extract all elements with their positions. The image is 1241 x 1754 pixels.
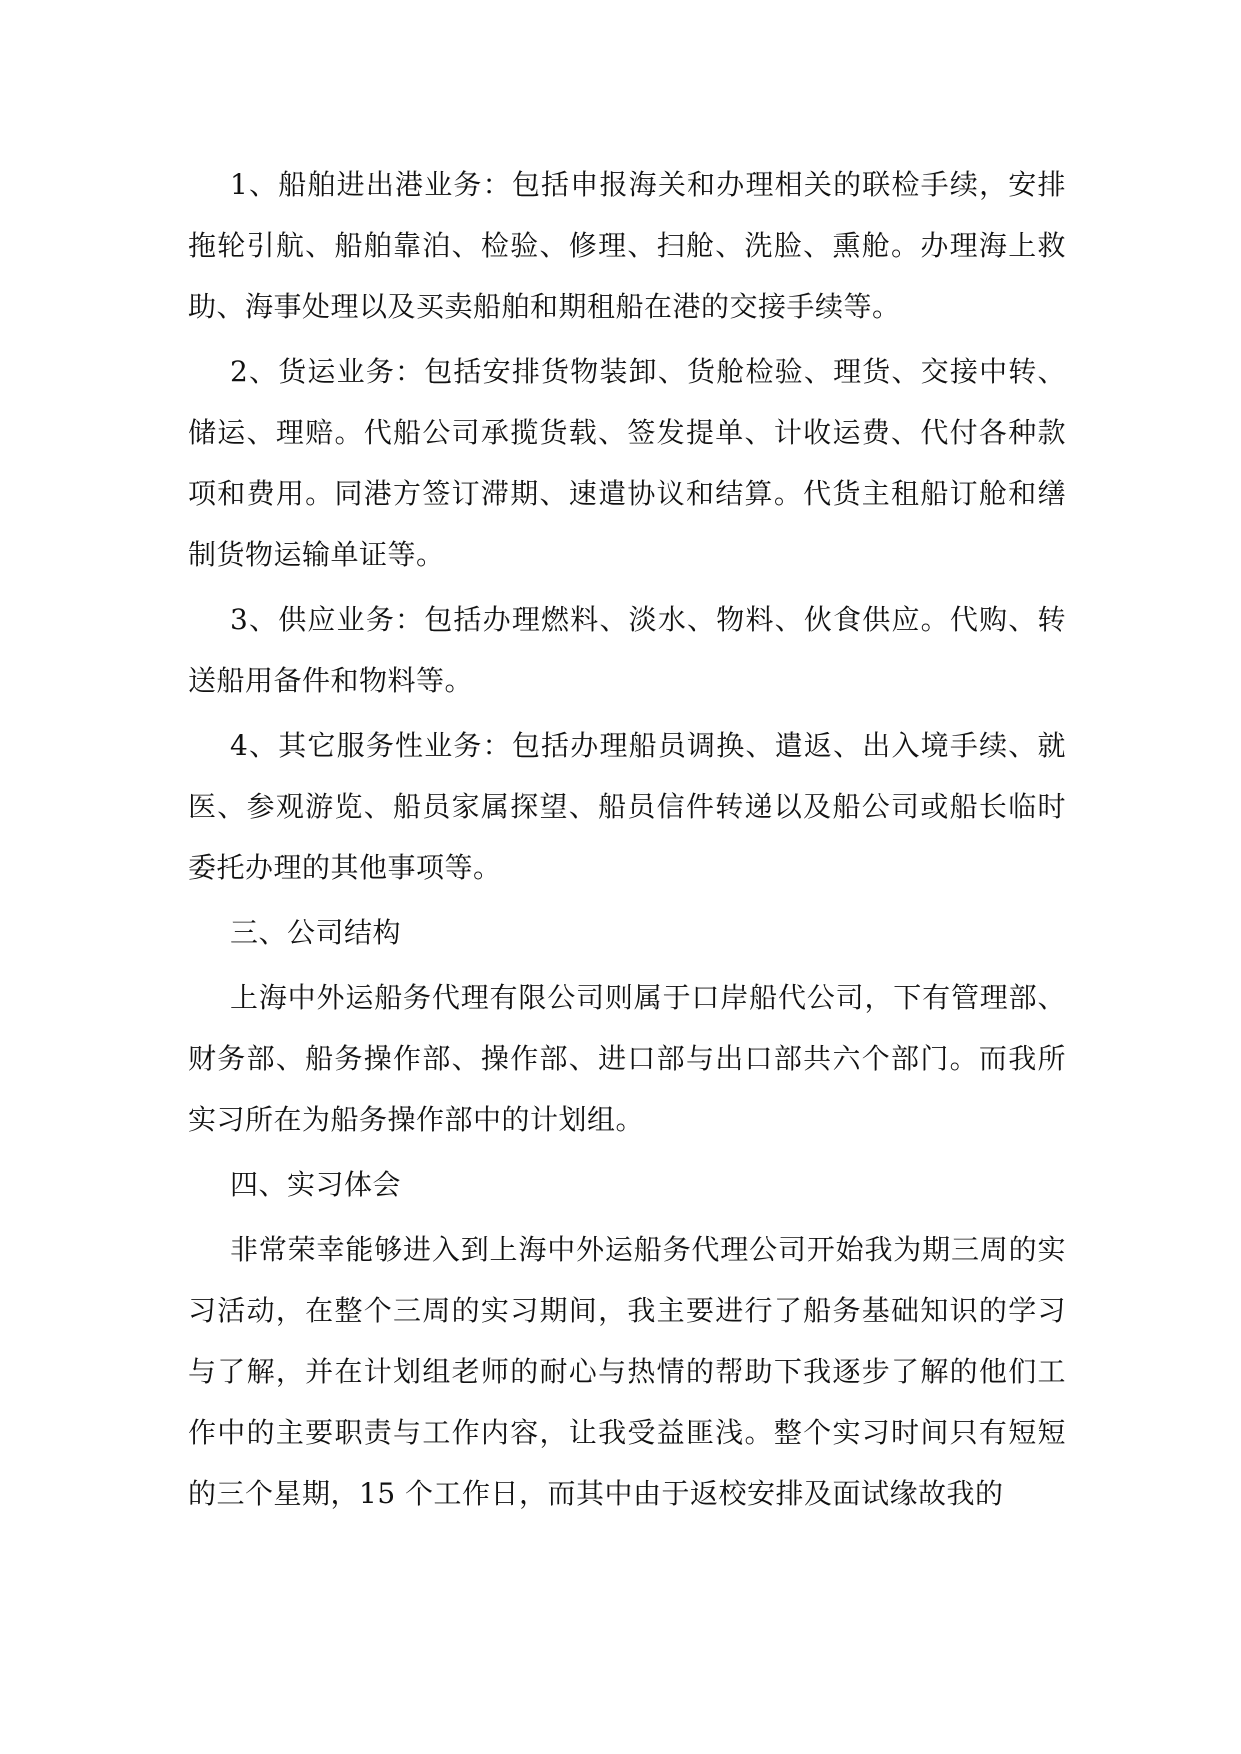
paragraph-cargo-business: 2、货运业务：包括安排货物装卸、货舱检验、理货、交接中转、储运、理赔。代船公司承揽货载、签发提单、计收运费、代付各种款项和费用。同港方签订滞期、速遣协议和结算。代货主租船订舱和缮制货物运输单证等。 (188, 355, 1066, 571)
paragraph-internship-experience: 非常荣幸能够进入到上海中外运船务代理公司开始我为期三周的实习活动，在整个三周的实习期间，我主要进行了船务基础知识的学习与了解，并在计划组老师的耐心与热情的帮助下我逐步了解的他们工作中的主要职责与工作内容，让我受益匪浅。整个实习时间只有短短的三个星期，15 个工作日，而其中由于返校安排及面试缘故我的 (188, 1233, 1066, 1510)
paragraph-other-services: 4、其它服务性业务：包括办理船员调换、遣返、出入境手续、就医、参观游览、船员家属探望、船员信件转递以及船公司或船长临时委托办理的其他事项等。 (188, 729, 1066, 884)
paragraph-ship-port-business: 1、船舶进出港业务：包括申报海关和办理相关的联检手续，安排拖轮引航、船舶靠泊、检验、修理、扫舱、洗脸、熏舱。办理海上救助、海事处理以及买卖船舶和期租船在港的交接手续等。 (188, 168, 1066, 323)
section-heading-internship-experience: 四、实习体会 (230, 1168, 402, 1201)
paragraph-company-structure: 上海中外运船务代理有限公司则属于口岸船代公司，下有管理部、财务部、船务操作部、操作部、进口部与出口部共六个部门。而我所实习所在为船务操作部中的计划组。 (188, 981, 1066, 1136)
section-heading-company-structure: 三、公司结构 (230, 916, 402, 949)
document-body (188, 154, 1066, 1528)
paragraph-supply-business: 3、供应业务：包括办理燃料、淡水、物料、伙食供应。代购、转送船用备件和物料等。 (188, 603, 1066, 697)
